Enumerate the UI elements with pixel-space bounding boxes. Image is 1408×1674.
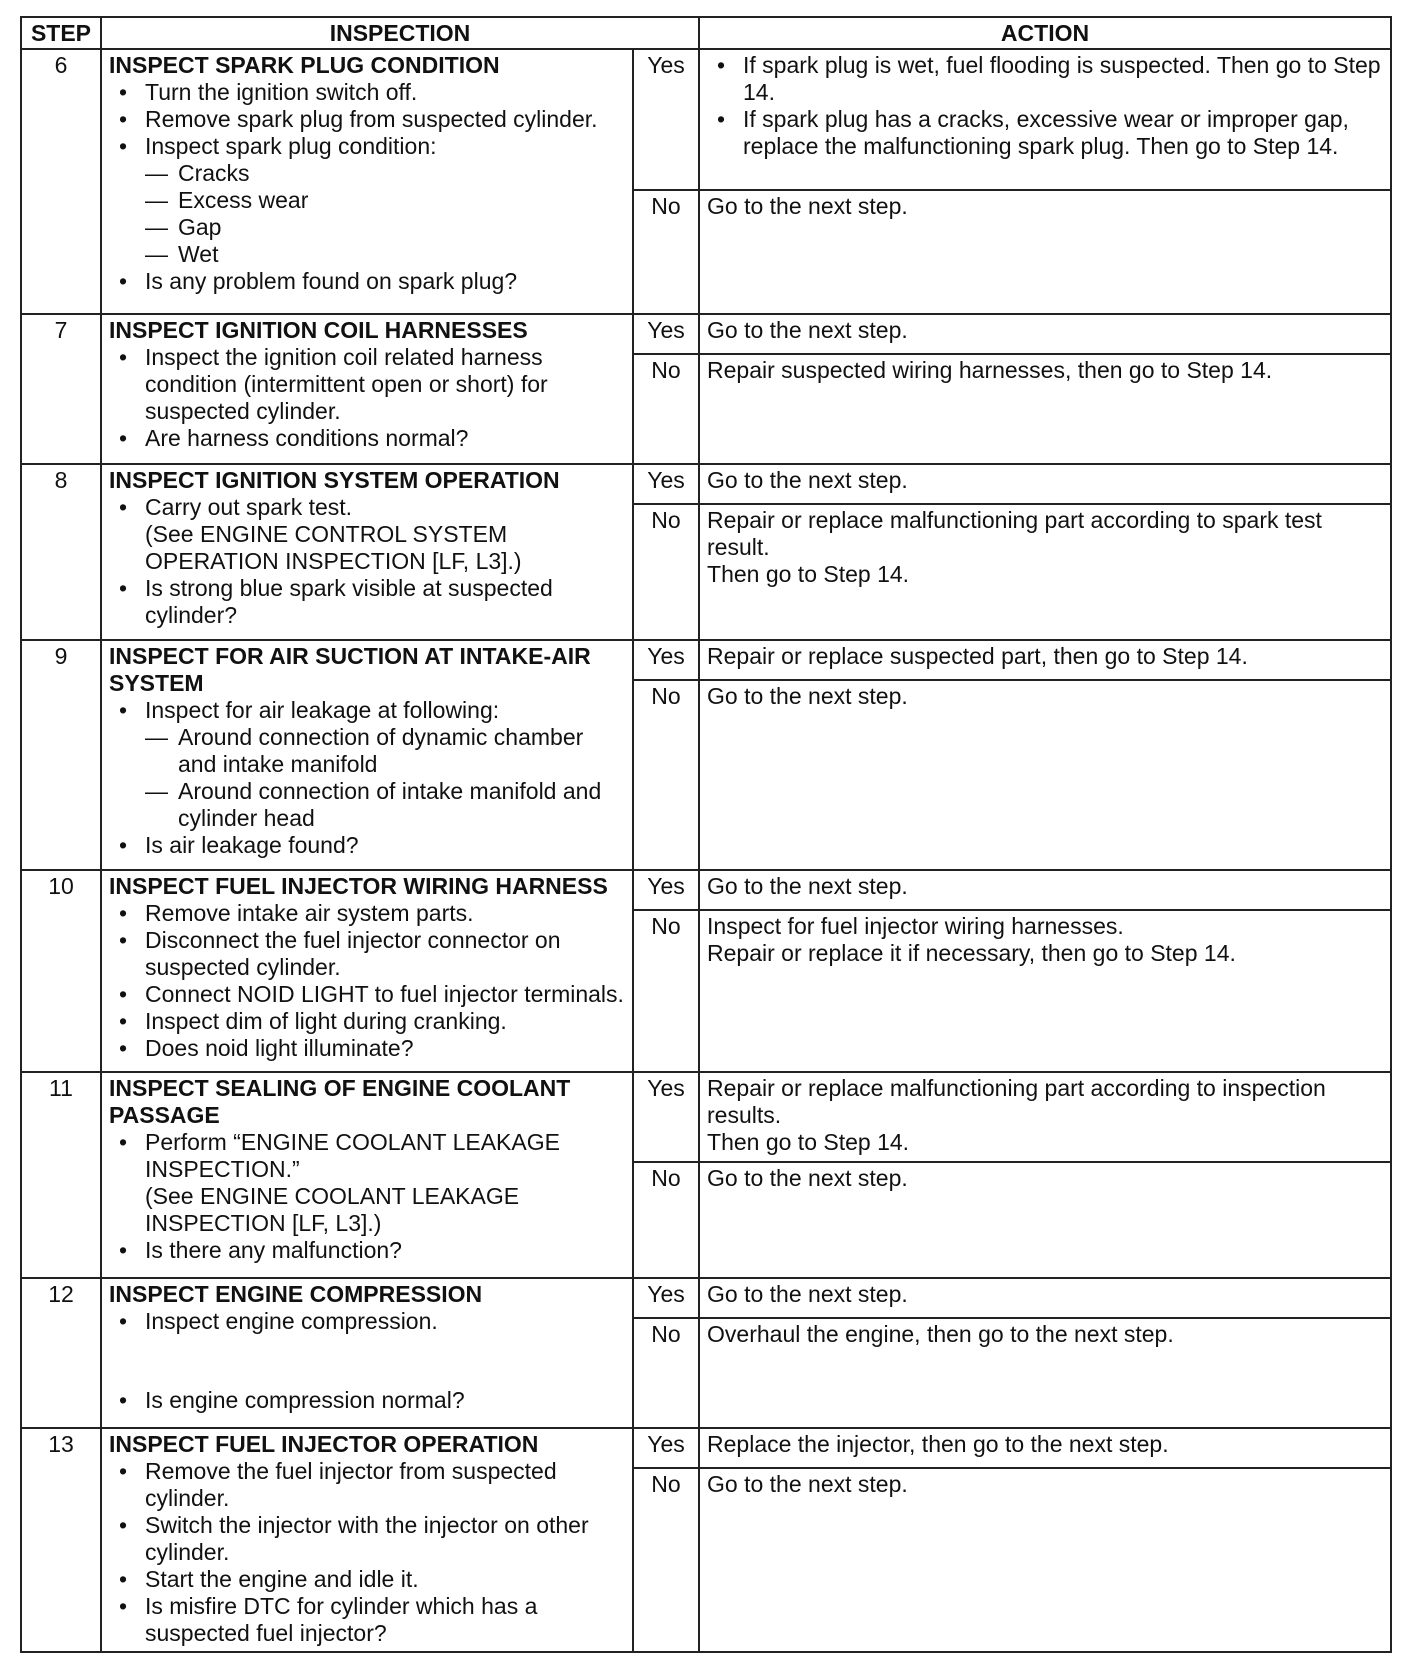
document-page: [20, 16, 1390, 1653]
no-action: Repair suspected wiring harnesses, then go to Step 14.: [699, 354, 1391, 464]
yes-label: Yes: [633, 1072, 699, 1162]
inspection-title: INSPECT ENGINE COMPRESSION: [109, 1281, 483, 1307]
inspection-cell: [101, 1278, 633, 1428]
no-label: No: [633, 1318, 699, 1428]
action-list: [707, 52, 1383, 160]
list-spacer: [109, 1335, 625, 1387]
no-label: No: [633, 354, 699, 464]
bullet-list-item: • Is strong blue spark visible at suspected cylinder?: [109, 575, 625, 629]
no-label: No: [633, 1162, 699, 1278]
inspection-list: [109, 344, 625, 452]
bullet-list-item: • Turn the ignition switch off.: [109, 79, 625, 106]
inspection-cell: [101, 1428, 633, 1652]
action-bullet: • If spark plug has a cracks, excessive wear or improper gap, replace the malfunctioning spark plug. Then go to Step 14.: [707, 106, 1383, 160]
bullet-list-item: • Disconnect the fuel injector connector on suspected cylinder.: [109, 927, 625, 981]
bullet-list-item: • Is misfire DTC for cylinder which has a suspected fuel injector?: [109, 1593, 625, 1647]
no-action: Go to the next step.: [699, 680, 1391, 870]
step-number: 10: [21, 870, 101, 1072]
bullet-list-item: • Remove intake air system parts.: [109, 900, 625, 927]
inspection-title: INSPECT SEALING OF ENGINE COOLANT PASSAGE: [109, 1075, 571, 1128]
no-label: No: [633, 504, 699, 640]
yes-action: Go to the next step.: [699, 464, 1391, 504]
no-action: Go to the next step.: [699, 1162, 1391, 1278]
step-column-header: STEP: [21, 17, 101, 49]
step-number: 8: [21, 464, 101, 640]
yes-label: Yes: [633, 49, 699, 190]
no-action: Go to the next step.: [699, 190, 1391, 314]
inspection-list: [109, 79, 625, 295]
inspection-list: [109, 1308, 625, 1414]
bullet-list-item: • Is any problem found on spark plug?: [109, 268, 625, 295]
inspection-title: INSPECT IGNITION COIL HARNESSES: [109, 317, 528, 343]
yes-label: Yes: [633, 1428, 699, 1468]
action-bullet: • If spark plug is wet, fuel flooding is suspected. Then go to Step 14.: [707, 52, 1383, 106]
yes-action: [699, 49, 1391, 190]
dash-list-item: — Around connection of dynamic chamber and intake manifold: [109, 724, 625, 778]
bullet-list-item: • Inspect the ignition coil related harness condition (intermittent open or short) for suspected cylinder.: [109, 344, 625, 425]
step-row-yes: [21, 870, 1391, 910]
bullet-list-item: • Start the engine and idle it.: [109, 1566, 625, 1593]
dash-list-item: — Around connection of intake manifold and cylinder head: [109, 778, 625, 832]
inspection-list: [109, 697, 625, 859]
inspection-title: INSPECT SPARK PLUG CONDITION: [109, 52, 500, 78]
bullet-list-item: • Is engine compression normal?: [109, 1387, 625, 1414]
yes-label: Yes: [633, 464, 699, 504]
yes-action: Repair or replace malfunctioning part according to inspection results. Then go to Step 14.: [699, 1072, 1391, 1162]
no-action: Repair or replace malfunctioning part according to spark test result. Then go to Step 14.: [699, 504, 1391, 640]
bullet-list-item: • Does noid light illuminate?: [109, 1035, 625, 1062]
step-number: 9: [21, 640, 101, 870]
inspection-cell: [101, 49, 633, 314]
step-row-yes: [21, 640, 1391, 680]
bullet-list-item: • Is there any malfunction?: [109, 1237, 625, 1264]
yes-action: Go to the next step.: [699, 1278, 1391, 1318]
dash-list-item: — Wet: [109, 241, 625, 268]
inspection-title: INSPECT FUEL INJECTOR OPERATION: [109, 1431, 539, 1457]
step-row-yes: [21, 1428, 1391, 1468]
dash-list-item: — Cracks: [109, 160, 625, 187]
yes-action: Replace the injector, then go to the next step.: [699, 1428, 1391, 1468]
inspection-title: INSPECT FUEL INJECTOR WIRING HARNESS: [109, 873, 608, 899]
inspection-list: [109, 1129, 625, 1264]
inspection-title: INSPECT IGNITION SYSTEM OPERATION: [109, 467, 560, 493]
bullet-list-item: • Are harness conditions normal?: [109, 425, 625, 452]
inspection-cell: [101, 870, 633, 1072]
no-label: No: [633, 680, 699, 870]
bullet-list-item: • Perform “ENGINE COOLANT LEAKAGE INSPECTION.” (See ENGINE COOLANT LEAKAGE INSPECTION [LF, L3].): [109, 1129, 625, 1237]
dash-list-item: — Excess wear: [109, 187, 625, 214]
no-action: Inspect for fuel injector wiring harnesses. Repair or replace it if necessary, then go to Step 14.: [699, 910, 1391, 1072]
no-label: No: [633, 910, 699, 1072]
bullet-list-item: • Connect NOID LIGHT to fuel injector terminals.: [109, 981, 625, 1008]
step-row-yes: [21, 1072, 1391, 1162]
yes-label: Yes: [633, 640, 699, 680]
no-action: Go to the next step.: [699, 1468, 1391, 1652]
bullet-list-item: • Carry out spark test. (See ENGINE CONTROL SYSTEM OPERATION INSPECTION [LF, L3].): [109, 494, 625, 575]
action-column-header: ACTION: [699, 17, 1391, 49]
yes-action: Repair or replace suspected part, then go to Step 14.: [699, 640, 1391, 680]
bullet-list-item: • Inspect for air leakage at following:: [109, 697, 625, 724]
dash-list-item: — Gap: [109, 214, 625, 241]
no-label: No: [633, 190, 699, 314]
yes-label: Yes: [633, 1278, 699, 1318]
bullet-list-item: • Inspect engine compression.: [109, 1308, 625, 1335]
table-body: [21, 49, 1391, 1652]
bullet-list-item: • Inspect dim of light during cranking.: [109, 1008, 625, 1035]
diagnostic-table: [20, 16, 1392, 1653]
step-row-yes: [21, 1278, 1391, 1318]
inspection-column-header: INSPECTION: [101, 17, 699, 49]
header-row: [21, 17, 1391, 49]
bullet-list-item: • Is air leakage found?: [109, 832, 625, 859]
inspection-cell: [101, 464, 633, 640]
step-number: 11: [21, 1072, 101, 1278]
inspection-title: INSPECT FOR AIR SUCTION AT INTAKE-AIR SYSTEM: [109, 643, 591, 696]
step-row-yes: [21, 49, 1391, 190]
inspection-list: [109, 494, 625, 629]
step-row-yes: [21, 314, 1391, 354]
no-label: No: [633, 1468, 699, 1652]
step-number: 13: [21, 1428, 101, 1652]
bullet-list-item: • Inspect spark plug condition:: [109, 133, 625, 160]
yes-label: Yes: [633, 870, 699, 910]
bullet-list-item: • Remove the fuel injector from suspected cylinder.: [109, 1458, 625, 1512]
yes-label: Yes: [633, 314, 699, 354]
bullet-list-item: • Switch the injector with the injector on other cylinder.: [109, 1512, 625, 1566]
inspection-list: [109, 1458, 625, 1647]
inspection-cell: [101, 640, 633, 870]
step-row-yes: [21, 464, 1391, 504]
step-number: 12: [21, 1278, 101, 1428]
inspection-list: [109, 900, 625, 1062]
yes-action: Go to the next step.: [699, 314, 1391, 354]
no-action: Overhaul the engine, then go to the next step.: [699, 1318, 1391, 1428]
inspection-cell: [101, 1072, 633, 1278]
step-number: 6: [21, 49, 101, 314]
step-number: 7: [21, 314, 101, 464]
inspection-cell: [101, 314, 633, 464]
bullet-list-item: • Remove spark plug from suspected cylinder.: [109, 106, 625, 133]
yes-action: Go to the next step.: [699, 870, 1391, 910]
